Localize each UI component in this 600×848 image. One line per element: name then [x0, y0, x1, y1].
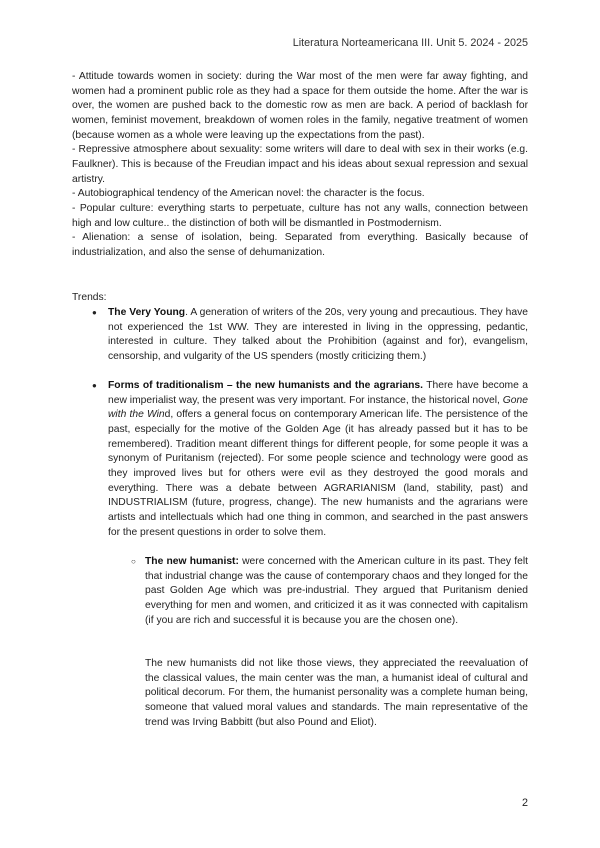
sub-bullet-text: were concerned with the American culture in its past. They felt that industrial change was the cause of contemporary chaos and they longed for the past Golden Age which was pre-industrial. They argued that Puritanism denied everything for men and women, and criticized it as it was connected with capitalism (if you are rich and successful it is because you are the chosen one). [145, 556, 528, 626]
sub-bullet-continuation: The new humanists did not like those views, they appreciated the reevaluation of the classical values, the main center was the man, a humanist ideal of cultural and political decorum. For them, the humanist personality was a complete human being, someone that valued moral values and standards. The main representative of the trend was Irving Babbitt (but also Pound and Eliot). [145, 658, 528, 728]
paragraph: - Popular culture: everything starts to perpetuate, culture has not any walls, connection between high and low culture.. the distinction of both will be dismantled in Postmodernism. [72, 202, 528, 229]
bullet-item [92, 306, 528, 365]
paragraph: - Alienation: a sense of isolation, being. Separated from everything. Basically because of industrialization, and also the sense of dehumanization. [72, 232, 528, 258]
bullet-heading: The Very Young [108, 307, 186, 318]
bullet-item [92, 379, 528, 540]
bullet-icon: ● [92, 308, 97, 317]
bullet-text: There have become a new imperialist way, the present was very important. For instance, the historical novel, [108, 380, 528, 406]
bullet-text: d, offers a general focus on contemporary American life. The persistence of the past, especially for the motive of the Golden Age (it has already passed but it has to be remembered). Tradition meant different things for different people, for some people it was a synonym of Puritanism (rejected). For some people science and technology were good as they improved lives but for others were evil as they destroyed the good morals and everything. There was a debate between AGRARIANISM (land, stability, past) and INDUSTRIALISM (future, progress, change). The new humanists and the agrarians were artists and intellectuals which had one thing in common, and searched in the past answers for the present questions in order to solve them. [108, 409, 528, 538]
page-header: Literatura Norteamericana III. Unit 5. 2024 - 2025 [292, 37, 528, 49]
intro-list [72, 70, 528, 261]
book-title: Gone with the Win [108, 394, 528, 421]
bullet-heading: Forms of traditionalism – the new humanists and the agrarians. [108, 380, 423, 391]
paragraph: - Autobiographical tendency of the American novel: the character is the focus. [72, 188, 425, 200]
sub-bullet-item [131, 555, 528, 628]
bullet-text: . A generation of writers of the 20s, very young and precautious. They have not experienced the 1st WW. They are interested in living in the oppressing, pedantic, interested in culture. They talked about the Prohibition (against and for), evangelism, censorship, and vulgarity of the US spenders (mostly criticizing them.) [108, 307, 528, 362]
circle-bullet-icon: ○ [131, 557, 136, 566]
trends-label: Trends: [72, 292, 107, 303]
bullet-icon: ● [92, 381, 97, 390]
page-number: 2 [521, 797, 528, 809]
paragraph: - Attitude towards women in society: during the War most of the men were far away fighting, and women had a prominent public role as they had a space for them outside the home. After the war is over, the women are pushed back to the domestic row as men are back. A period of backlash for women, feminist movement, breakdown of women roles in the family, negative treatment of women (because women as a whole were leaving up the expectations from the past). [72, 71, 528, 141]
paragraph: - Repressive atmosphere about sexuality: some writers will dare to deal with sex in their works (e.g. Faulkner). This is because of the Freudian impact and his ideas about sexual repression and sexual artistry. [72, 144, 528, 185]
sub-bullet-heading: The new humanist: [145, 556, 239, 567]
